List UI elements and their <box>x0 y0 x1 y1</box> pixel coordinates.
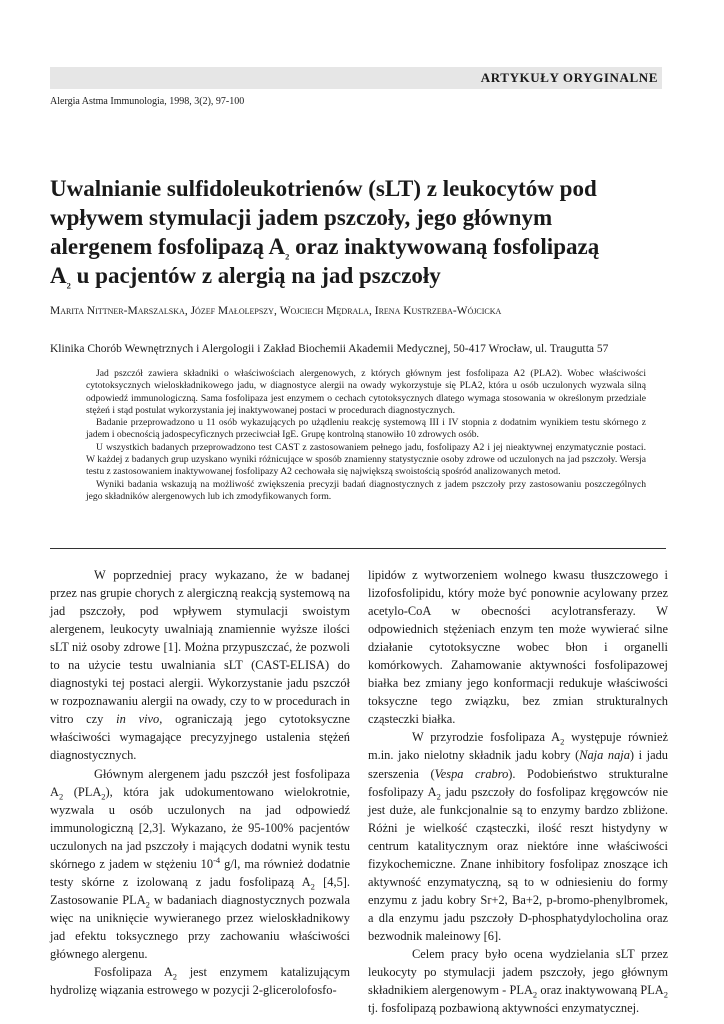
subscript: 2 <box>101 791 106 802</box>
text-run: jest enzymem katalizującym hydrolizę wiązania estrowego w pozycji 2-glicerolofosfo- <box>50 965 351 998</box>
text-run: w badaniach diagnostycznych pozwala więc na uniknięcie wywieranego przez wieloskładnikowy jad efektu toksycznego przy zachowaniu właściwości głównego alergenu. <box>50 892 350 961</box>
text-run: jadu pszczoły do fosfolipaz kręgowców nie jest duże, ale funkcjonalnie są to enzymy bardzo zbliżone. Różni je wielkość cząsteczki, ilość reszt histydyny w centrum katalitycznym oraz niektóre inne właściwości fizykochemiczne. Znane inhibitory fosfolipaz znoszące ich aktywność enzymatyczną, są to w odniesieniu do formy enzymu z jadu kobry Sr+2, Ba+2, p-bromo-phenylbromek, a dla enzymu jadu pszczoły D-phosphatydylocholina oraz bezwodnik maleinowy [6]. <box>368 784 668 943</box>
subscript: 2 <box>172 971 178 982</box>
author-list <box>50 305 501 317</box>
abstract <box>86 368 646 503</box>
text-run: Celem pracy było ocena wydzielania sLT przez leukocyty po stymulacji jadem pszczoły, jego głównym składnikiem alergenowym - PLA <box>368 946 668 998</box>
title-text: oraz inaktywowaną fosfolipazą <box>289 234 600 259</box>
body-paragraph <box>50 963 350 999</box>
abstract-paragraph: Jad pszczół zawiera składniki o właściwościach alergenowych, z których głównym jest fosfolipaza A2 (PLA2). Wobec właściwości cytotoksycznych wieloskładnikowego jadu, w diagnostyce alergii na owady wykorzystuje się PLA2, która u osób uczulonych wyzwala silną odpowiedź immunologiczną. Sama fosfolipaza jest enzymem o cechach cytotoksycznych dlatego wymaga stosowania w określonym przedziale stężeń i stąd postulat wykorzystania jej inaktywowanej postaci w procedurach diagnostycznych. <box>86 368 646 416</box>
body-paragraph <box>50 765 350 964</box>
italic-text: Vespa crabro <box>434 766 509 781</box>
author-name: Józef Małolepszy <box>190 305 274 317</box>
subscript: 2 <box>560 736 565 747</box>
abstract-divider <box>50 548 666 549</box>
text-run: Głównym alergenem jadu pszczół jest fosfolipaza A <box>50 766 350 799</box>
text-run: ), która jak udokumentowano wielokrotnie, wyzwala u osób uczulonych na jad odpowiedź immunologiczną [2,3]. Wykazano, że 95-100% pacjentów uczulonych na jad pszczoły i mających dodatni wynik testu skórnego z jadem w stężeniu 10 <box>50 784 350 871</box>
text-run: oraz inaktywowaną PLA <box>537 983 664 998</box>
subscript: 2 <box>285 251 290 262</box>
text-run: (PLA <box>63 784 102 799</box>
author-name: Marita Nittner-Marszalska <box>50 305 185 317</box>
title-text: u pacjentów z alergią na jad pszczoły <box>70 263 441 288</box>
title-line-2: wpływem stymulacji jadem pszczoły, jego głównym <box>50 205 553 230</box>
abstract-paragraph: Badanie przeprowadzono u 11 osób wykazujących po użądleniu reakcję systemową III i IV stopnia z dodatnim wynikiem testu skórnego z jadem i obecnością jadospecyficznych przeciwciał IgE. Grupę kontrolną stanowiło 10 zdrowych osób. <box>86 417 646 441</box>
title-text: A <box>50 263 67 288</box>
text-run: występuje również m.in. jako nielotny składnik jadu kobry ( <box>368 730 668 763</box>
body-paragraph <box>368 945 668 1017</box>
subscript: 2 <box>310 881 315 892</box>
text-run: W przyrodzie fosfolipaza A <box>412 730 561 745</box>
title-line-1: Uwalnianie sulfidoleukotrienów (sLT) z leukocytów pod <box>50 176 597 201</box>
body-column-right <box>368 566 668 1017</box>
author-separator: , <box>273 305 280 317</box>
text-run: [4,5]. Zastosowanie PLA <box>50 874 350 907</box>
superscript: -4 <box>213 854 221 865</box>
text-run: g/l, ma również dodatnie testy skórne z izolowaną z jadu fosfolipazą A <box>50 856 351 889</box>
body-column-left <box>50 566 350 999</box>
affiliation: Klinika Chorób Wewnętrznych i Alergologii i Zakład Biochemii Akademii Medycznej, 50-417 Wrocław, ul. Traugutta 57 <box>50 343 609 355</box>
text-run: ) i jadu szerszenia ( <box>368 748 668 781</box>
text-run: W poprzedniej pracy wykazano, że w badanej przez nas grupie chorych z alergiczną reakcją systemową na jad pszczoły, pod wpływem stymulacji swoistym alergenem, leukocyty uwalniają znamiennie wyższe ilości sLT niż osoby zdrowe [1]. Można przypuszczać, że pozwoli to na użycie testu uwalniania sLT (CAST-ELISA) do diagnostyki tej postaci alergii. Wykorzystanie jadu pszczół w rozpoznawaniu alergii na owady, czy to w procedurach in vitro czy <box>50 568 350 727</box>
title-text: alergenem fosfolipazą A <box>50 234 286 259</box>
title-line-3 <box>50 232 668 261</box>
text-run: tj. fosfolipazą pozbawioną aktywności enzymatycznej. <box>368 1001 640 1016</box>
section-label: ARTYKUŁY ORYGINALNE <box>480 70 658 85</box>
italic-text: in vivo <box>116 712 160 727</box>
journal-citation: Alergia Astma Immunologia, 1998, 3(2), 97-100 <box>50 96 245 107</box>
author-separator: , <box>184 305 191 317</box>
author-separator: , <box>368 305 375 317</box>
article-title <box>50 174 668 290</box>
abstract-paragraph: Wyniki badania wskazują na możliwość zwiększenia precyzji badań diagnostycznych z jadem pszczoły przy zastosowaniu poszczególnych jego składników alergenowych lub ich zmodyfikowanych form. <box>86 478 646 502</box>
subscript: 2 <box>663 989 669 1000</box>
subscript: 2 <box>145 899 150 910</box>
subscript: 2 <box>532 989 538 1000</box>
text-run: ). Podobieństwo strukturalne fosfolipazy A <box>368 766 668 799</box>
body-paragraph <box>368 728 668 945</box>
title-line-4 <box>50 261 668 290</box>
subscript: 2 <box>58 791 64 802</box>
abstract-paragraph: U wszystkich badanych przeprowadzono test CAST z zastosowaniem pełnego jadu, fosfolipazy A2 i jej nieaktywnej enzymatycznie postaci. W każdej z badanych grup uzyskano wyniki różnicujące w sposób znamienny statystycznie osoby zdrowe od uczulonych na jad pszczoły. Wersja testu z zastosowaniem inaktywowanej fosfolipazy A2 cechowała się największą swoistością spośród analizowanych metod. <box>86 441 646 478</box>
body-paragraph <box>50 566 350 765</box>
body-paragraph: lipidów z wytworzeniem wolnego kwasu tłuszczowego i lizofosfolipidu, który może być ponownie acylowany przez acetylo-CoA w obecności acylotransferazy. W odpowiednich stężeniach enzym ten może wywierać silne działanie cytotoksyczne wobec błon i organelli komórkowych. Zahamowanie aktywności fosfolipazowej białka bez zmiany jego konformacji redukuje właściwości toksyczne tego związku, bez zmian strukturalnych cząsteczki białka. <box>368 568 668 727</box>
author-name: Irena Kustrzeba-Wójcicka <box>374 305 502 317</box>
subscript: 2 <box>66 280 71 291</box>
text-run: , ograniczają jego cytotoksyczne właściwości wymagające precyzyjnego ustalenia stężeń diagnostycznych. <box>50 712 350 763</box>
text-run: Fosfolipaza A <box>94 965 173 980</box>
italic-text: Naja naja <box>579 748 630 763</box>
subscript: 2 <box>436 791 441 802</box>
author-name: Wojciech Mędrala <box>279 305 369 317</box>
